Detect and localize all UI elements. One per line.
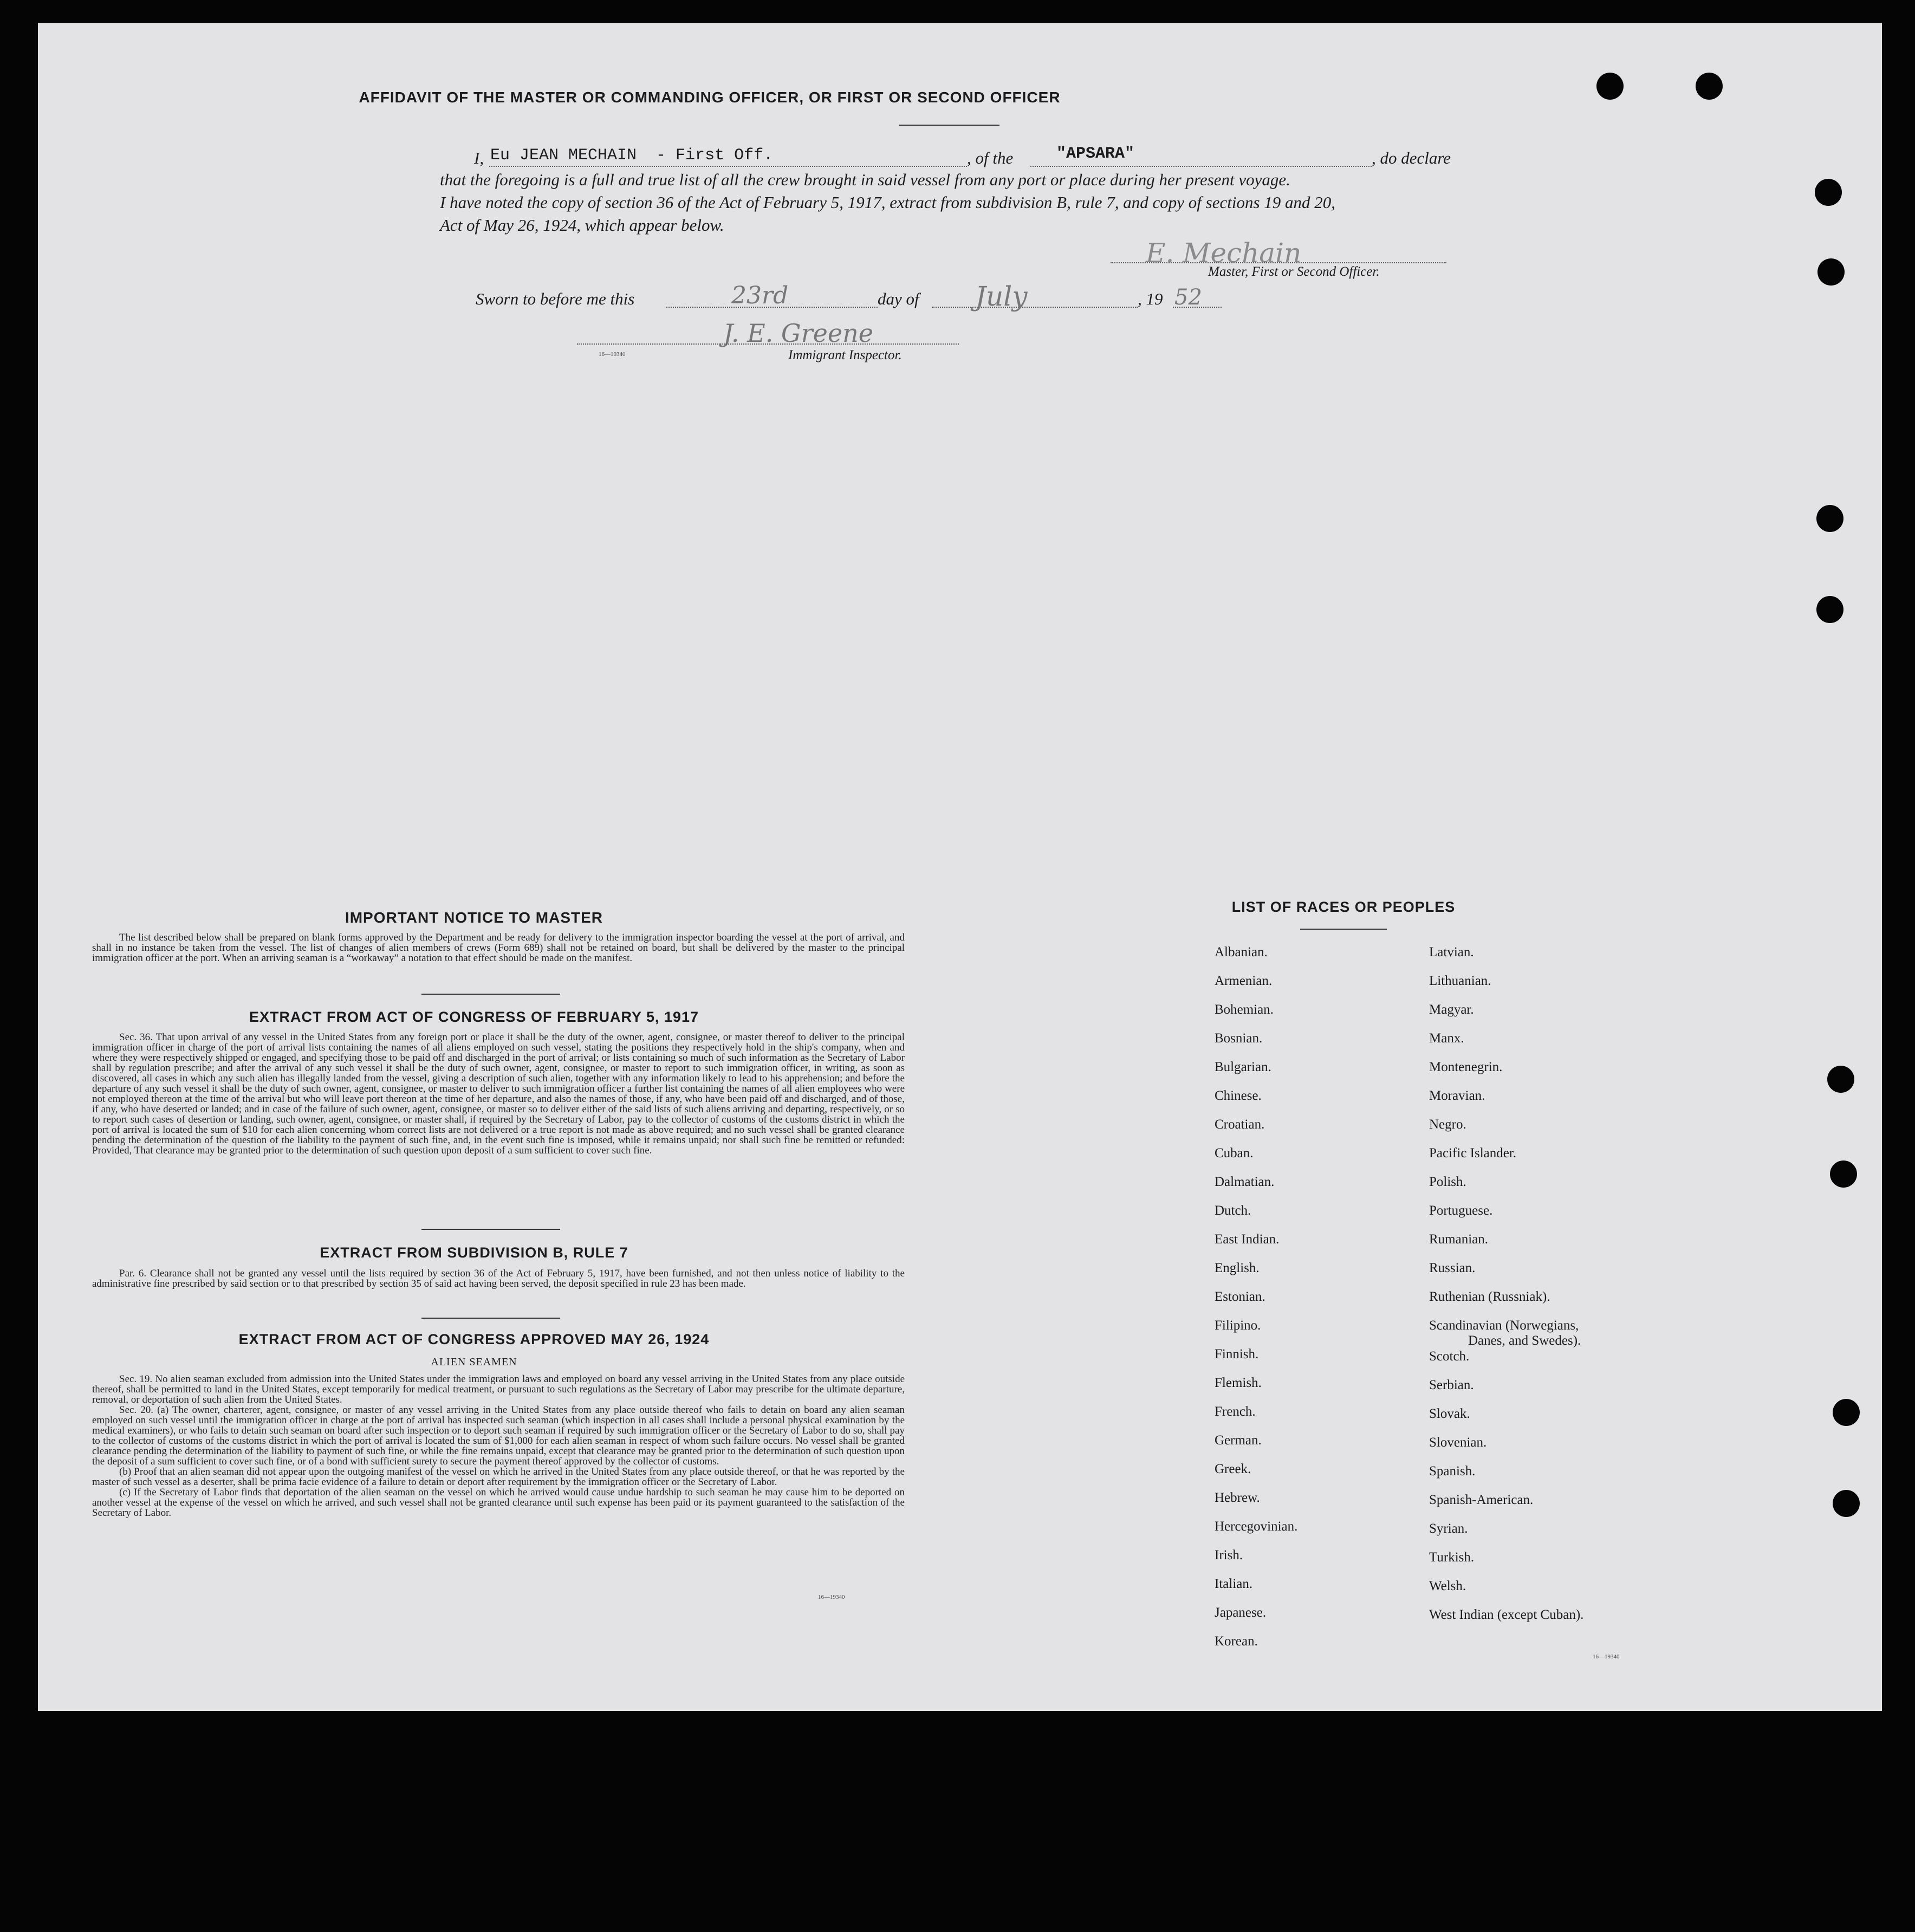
race-item: Hebrew. (1215, 1490, 1260, 1505)
race-item: Montenegrin. (1429, 1060, 1503, 1074)
race-item: Slovak. (1429, 1406, 1470, 1421)
race-item: Scandinavian (Norwegians, (1429, 1318, 1579, 1333)
section-20c-paragraph: (c) If the Secretary of Labor finds that deportation of the alien seaman on the vessel on which he arrived would cause undue hardship to such seaman he may cause him to be deported on another vessel at the expense of the vessel on which he arrived, and such vessel shall not be granted clearance until such expense has been paid or its payment guaranteed to the satisfaction of the Secretary of Labor. (92, 1487, 905, 1519)
race-item: English. (1215, 1261, 1260, 1275)
extract-rule7-text (92, 1268, 905, 1289)
officer-signature: E. Mechain (1146, 237, 1302, 269)
extract-1924-title: EXTRACT FROM ACT OF CONGRESS APPROVED MAY 26, 1924 (238, 1331, 710, 1347)
race-item: Rumanian. (1429, 1232, 1489, 1247)
extract-1924-text (92, 1374, 905, 1518)
race-item: Welsh. (1429, 1579, 1466, 1593)
race-item: Dutch. (1215, 1203, 1251, 1218)
section-20a-paragraph: Sec. 20. (a) The owner, charterer, agent, consignee, or master of any vessel arriving in the United States from any place outside thereof who fails to detain on board any alien seaman employed on such vessel until the immigration officer in charge at the port of arrival has inspected such seaman (which inspection in all cases shall include a personal physical examination by the medical examiners), or who fails to detain such seaman on board after such inspection or to deport such seaman if required by such immigration officer or the Secretary of Labor to do so, shall pay to the collector of customs of the customs district in which the port of arrival is located the sum of $1,000 for each alien seaman in respect of whom such failure occurs. No vessel shall be granted clearance pending the determination of the liability to payment of such fine, or while the fine remains unpaid, except that clearance may be granted prior to the determination of such question upon the deposit of a sum sufficient to cover such fine, or of a bond with sufficient surety to secure the payment thereof approved by the collector of customs. (92, 1404, 905, 1467)
race-item: Portuguese. (1429, 1203, 1493, 1218)
race-item: Albanian. (1215, 945, 1268, 959)
section-rule (421, 994, 560, 995)
race-item: Filipino. (1215, 1318, 1261, 1333)
affidavit-i-label: I, (474, 148, 484, 167)
notice-title: IMPORTANT NOTICE TO MASTER (345, 909, 603, 926)
form-number: 16—19340 (599, 351, 626, 358)
race-item: West Indian (except Cuban). (1429, 1607, 1584, 1622)
officer-name-line (489, 166, 967, 167)
do-declare-label: , do declare (1372, 148, 1451, 167)
extract-rule7-title: EXTRACT FROM SUBDIVISION B, RULE 7 (320, 1244, 628, 1261)
race-item: Greek. (1215, 1462, 1251, 1476)
race-item: Bosnian. (1215, 1031, 1263, 1046)
punch-hole (1816, 596, 1843, 623)
alien-seamen-subtitle: ALIEN SEAMEN (431, 1356, 517, 1368)
punch-hole (1827, 1066, 1854, 1093)
race-item: Italian. (1215, 1577, 1253, 1591)
race-item: French. (1215, 1404, 1256, 1419)
notice-paragraph: The list described below shall be prepared on blank forms approved by the Department and be ready for delivery to the immigration inspector boarding the vessel at the port of arrival, and shall in no instance be taken from the vessel. The list of changes of alien members of crews (Form 689) shall not be retained on board, but shall be delivered by the master to the principal immigration officer at the port. When an arriving seaman is a “workaway” a notation to that effect should be made on the manifest. (92, 932, 905, 964)
of-the-label: , of the (967, 148, 1014, 167)
section-19-paragraph: Sec. 19. No alien seaman excluded from admission into the United States under the immigration laws and employed on board any vessel arriving in the United States from any place outside thereof, shall be permitted to land in the United States, except temporarily for medical treatment, or pursuant to such regulations as the Secretary of Labor may prescribe for the ultimate departure, removal, or deportation of such alien from the United States. (92, 1373, 905, 1405)
officer-signature-label: Master, First or Second Officer. (1208, 264, 1380, 279)
officer-name-field: Eu JEAN MECHAIN - First Off. (490, 146, 774, 165)
race-item: Syrian. (1429, 1521, 1468, 1536)
race-item: Turkish. (1429, 1550, 1475, 1565)
race-item: Polish. (1429, 1175, 1466, 1189)
extract-1917-text (92, 1032, 905, 1156)
affidavit-title: AFFIDAVIT OF THE MASTER OR COMMANDING OFFICER, OR FIRST OR SECOND OFFICER (359, 89, 1061, 106)
race-item: Dalmatian. (1215, 1175, 1275, 1189)
year-label: , 19 (1138, 289, 1163, 308)
race-item: Ruthenian (Russniak). (1429, 1289, 1550, 1304)
race-item: German. (1215, 1433, 1262, 1448)
race-item: Danes, and Swedes). (1468, 1333, 1581, 1348)
race-item: Lithuanian. (1429, 974, 1491, 988)
race-item: Serbian. (1429, 1378, 1474, 1392)
punch-hole (1833, 1399, 1860, 1426)
section-36-paragraph: Sec. 36. That upon arrival of any vessel in the United States from any foreign port or place it shall be the duty of the owner, agent, consignee, or master thereof to deliver to the principal immigration officer in charge of the port of arrival lists containing the names of all aliens employed on such vessel, stating the positions they respectively hold in the ship's company, when and where they were respectively shipped or engaged, and specifying those to be paid off and discharged in the port of arrival; or lists containing so much of such information as the Secretary of Labor shall by regulation prescribe; and after the arrival of any such vessel it shall be the duty of such owner, agent, consignee, or master to report to such immigration officer, in writing, as soon as discovered, all cases in which any such alien has illegally landed from the vessel, giving a description of such alien, together with any information likely to lead to his apprehension; and before the departure of any such vessel it shall be the duty of such owner, agent, consignee, or master to deliver to such immigration officer a further list containing the names of all alien employees who were not employed thereon at the time of the arrival but who will leave port thereon at the time of her departure, and also the names of those, if any, who have been paid off and discharged, and of those, if any, who have deserted or landed; and in case of the failure of such owner, agent, consignee, or master so to deliver either of the said lists of such aliens arriving and departing, respectively, or so to report such cases of desertion or landing, such owner, agent, consignee, or master shall, if required by the Secretary of Labor, pay to the collector of customs of the customs district in which the port of arrival is located the sum of $10 for each alien concerning whom correct lists are not delivered or a true report is not made as above required; and no such vessel shall be granted clearance pending the determination of the question of the liability to the payment of such fine, and, in the event such fine is imposed, while it remains unpaid; nor shall such fine be remitted or refunded: Provided, That clearance may be granted prior to the determination of such question upon deposit of a sum sufficient to cover such fine. (92, 1032, 905, 1156)
section-20b-paragraph: (b) Proof that an alien seaman did not appear upon the outgoing manifest of the vessel on which he arrived in the United States from any place outside thereof, or that he was reported by the master of such vessel as a deserter, shall be prima facie evidence of a failure to detain or deport after requirement by the immigration officer or the Secretary of Labor. (92, 1466, 905, 1488)
affidavit-line-3: I have noted the copy of section 36 of the Act of February 5, 1917, extract from subdivision B, rule 7, and copy of sections 19 and 20, (440, 193, 1336, 212)
race-item: Spanish-American. (1429, 1493, 1534, 1507)
vessel-name-line (1030, 166, 1372, 167)
race-item: Bulgarian. (1215, 1060, 1271, 1074)
par-6-paragraph: Par. 6. Clearance shall not be granted any vessel until the lists required by section 36 of the Act of February 5, 1917, have been furnished, and not then unless notice of liability to the administrative fine prescribed by said section or to that prescribed by section 35 of said act having been served, the deposit specified in rule 23 has been made. (92, 1268, 905, 1289)
race-item: Finnish. (1215, 1347, 1259, 1362)
race-item: Chinese. (1215, 1088, 1262, 1103)
inspector-signature: J. E. Greene (723, 319, 873, 348)
document-page (38, 23, 1882, 1711)
section-rule (421, 1229, 560, 1230)
affidavit-line-4: Act of May 26, 1924, which appear below. (440, 216, 724, 235)
vessel-name-field: "APSARA" (1056, 145, 1135, 163)
section-rule (421, 1318, 560, 1319)
punch-hole (1817, 258, 1845, 286)
race-item: Moravian. (1429, 1088, 1485, 1103)
punch-hole (1696, 73, 1723, 100)
sworn-month: July (975, 281, 1028, 312)
day-of-label: day of (878, 289, 919, 308)
race-item: Pacific Islander. (1429, 1146, 1517, 1161)
race-item: Hercegovinian. (1215, 1519, 1298, 1534)
races-title: LIST OF RACES OR PEOPLES (1231, 899, 1456, 915)
punch-hole (1830, 1161, 1857, 1188)
race-item: Magyar. (1429, 1002, 1474, 1017)
races-title-rule (1300, 929, 1387, 930)
inspector-label: Immigrant Inspector. (788, 348, 902, 362)
race-item: Bohemian. (1215, 1002, 1274, 1017)
race-item: Manx. (1429, 1031, 1464, 1046)
punch-hole (1596, 73, 1624, 100)
race-item: Scotch. (1429, 1349, 1470, 1364)
sworn-month-line (932, 307, 1138, 308)
year-suffix: 52 (1174, 285, 1202, 310)
extract-1917-title: EXTRACT FROM ACT OF CONGRESS OF FEBRUARY 5, 1917 (249, 1009, 699, 1025)
sworn-label: Sworn to before me this (476, 289, 635, 308)
punch-hole (1816, 505, 1843, 532)
race-item: Russian. (1429, 1261, 1476, 1275)
punch-hole (1833, 1490, 1860, 1517)
race-item: East Indian. (1215, 1232, 1280, 1247)
race-item: Cuban. (1215, 1146, 1254, 1161)
race-item: Slovenian. (1429, 1435, 1487, 1450)
race-item: Latvian. (1429, 945, 1474, 959)
race-item: Japanese. (1215, 1605, 1267, 1620)
race-item: Flemish. (1215, 1376, 1262, 1390)
officer-signature-line (1111, 262, 1446, 263)
race-item: Armenian. (1215, 974, 1273, 988)
race-item: Croatian. (1215, 1117, 1265, 1132)
race-item: Negro. (1429, 1117, 1466, 1132)
inspector-signature-line (577, 343, 959, 345)
notice-text (92, 932, 905, 963)
punch-hole (1815, 179, 1842, 206)
race-item: Irish. (1215, 1548, 1243, 1563)
race-item: Estonian. (1215, 1289, 1265, 1304)
form-number: 16—19340 (818, 1594, 845, 1600)
year-line (1173, 307, 1222, 308)
race-item: Korean. (1215, 1634, 1258, 1649)
race-item: Spanish. (1429, 1464, 1476, 1479)
form-number: 16—19340 (1593, 1654, 1620, 1660)
affidavit-line-2: that the foregoing is a full and true list of all the crew brought in said vessel from any port or place during her present voyage. (440, 170, 1290, 189)
title-rule (899, 125, 999, 126)
sworn-day: 23rd (731, 282, 789, 309)
